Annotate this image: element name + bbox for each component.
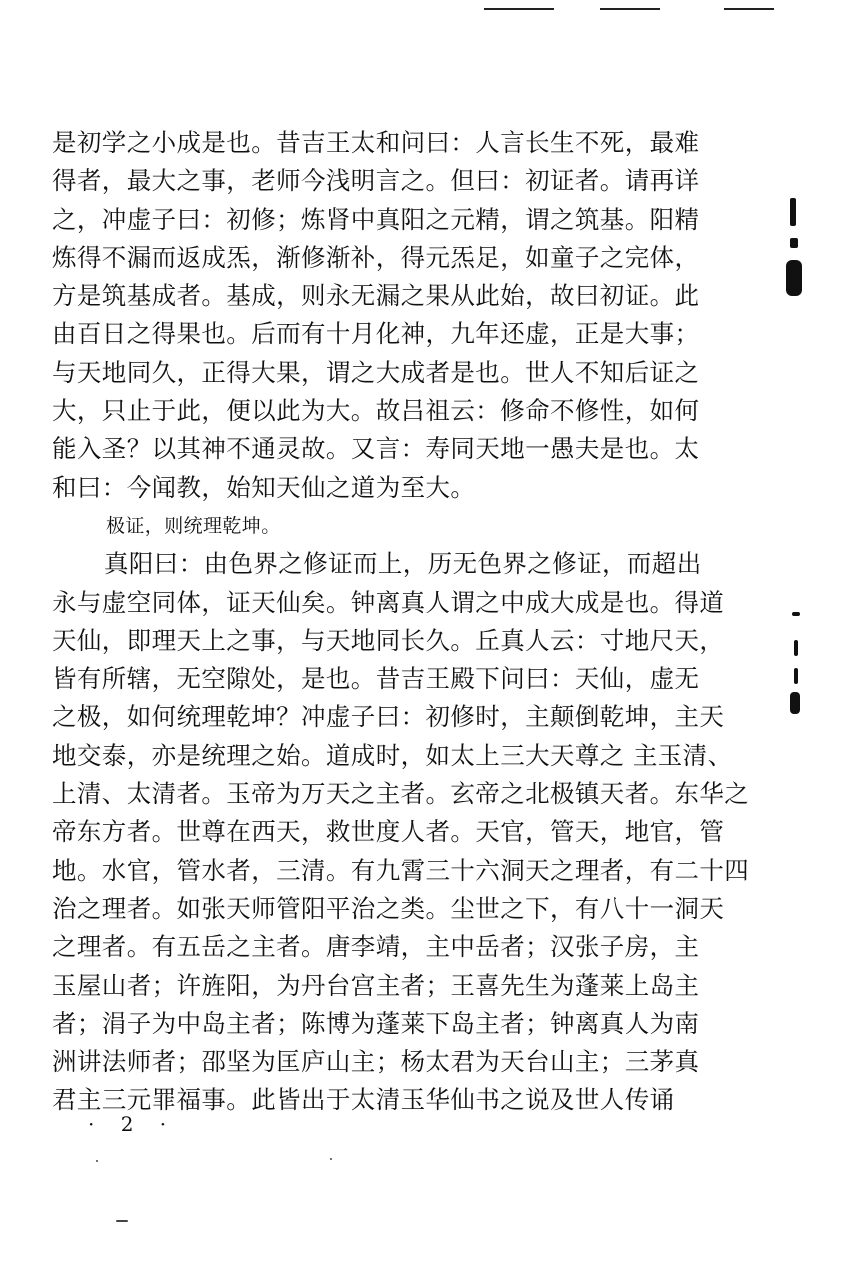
body-text [52,124,750,1120]
text-line: 和曰：今闻教，始知天仙之道为至大。 [52,472,476,502]
top-rule-1 [484,8,554,10]
text-line: 上清、太清者。玉帝为万天之主者。玄帝之北极镇天者。东华之 [52,779,750,809]
scan-mark [790,692,800,714]
text-line: 真阳曰：由色界之修证而上，历无色界之修证，而超出 [104,549,702,579]
text-line: 玉屋山者；许旌阳，为丹台宫主者；王喜先生为蓬莱上岛主 [52,970,700,1000]
scan-speck [116,1220,128,1222]
text-line: 是初学之小成是也。昔吉王太和问曰：人言长生不死，最难 [52,128,700,157]
top-rule-3 [724,8,774,10]
text-line: 帝东方者。世尊在西天，救世度人者。天官，管天，地官，管 [52,817,725,847]
scan-mark [790,198,796,226]
text-line: 天仙，即理天上之事，与天地同长久。丘真人云：寸地尺天， [52,625,725,655]
scan-speck [330,1158,332,1160]
text-line: 洲讲法师者；邵坚为匡庐山主；杨太君为天台山主；三茅真 [52,1047,700,1077]
top-rule-2 [600,8,660,10]
text-line: 大，只止于此，便以此为大。故吕祖云：修命不修性，如何 [52,396,700,426]
scan-mark [794,668,798,684]
scan-mark [790,238,798,248]
text-line: 之理者。有五岳之主者。唐李靖，主中岳者；汉张子房，主 [52,932,700,962]
text-line: 地交泰，亦是统理之始。道成时，如太上三大天尊之 主玉清、 [52,740,733,770]
scan-mark [786,260,802,296]
text-line: 永与虚空同体，证天仙矣。钟离真人谓之中成大成是也。得道 [52,587,725,617]
text-line: 皆有所辖，无空隙处，是也。昔吉王殿下问曰：天仙，虚无 [52,664,700,694]
scan-mark [792,612,800,616]
text-line: 之极，如何统理乾坤？冲虚子曰：初修时，主颠倒乾坤，主天 [52,702,725,732]
text-line: 君主三元罪福事。此皆出于太清玉华仙书之说及世人传诵 [52,1085,675,1115]
text-line: 治之理者。如张天师管阳平治之类。尘世之下，有八十一洞天 [52,893,725,923]
text-line: 方是筑基成者。基成，则永无漏之果从此始，故曰初证。此 [52,281,700,311]
text-line: 由百日之得果也。后而有十月化神，九年还虚，正是大事； [52,319,700,349]
page-number: · 2 · [88,1112,177,1136]
scan-speck [96,1160,98,1162]
text-line: 与天地同久，正得大果，谓之大成者是也。世人不知后证之 [52,357,700,387]
text-line: 炼得不漏而返成炁，渐修渐补，得元炁足，如童子之完体， [52,242,700,272]
text-line: 地。水官，管水者，三清。有九霄三十六洞天之理者，有二十四 [52,855,750,885]
text-line: 能入圣？以其神不通灵故。又言：寿同天地一愚夫是也。太 [52,434,700,464]
text-line: 得者，最大之事，老师今浅明言之。但曰：初证者。请再详 [52,166,700,196]
text-line: 者；涓子为中岛主者；陈博为蓬莱下岛主者；钟离真人为南 [52,1008,700,1038]
scan-mark [794,640,798,656]
section-subheading: 极证，则统理乾坤。 [106,514,281,537]
text-line: 之，冲虚子曰：初修；炼肾中真阳之元精，谓之筑基。阳精 [52,204,700,234]
